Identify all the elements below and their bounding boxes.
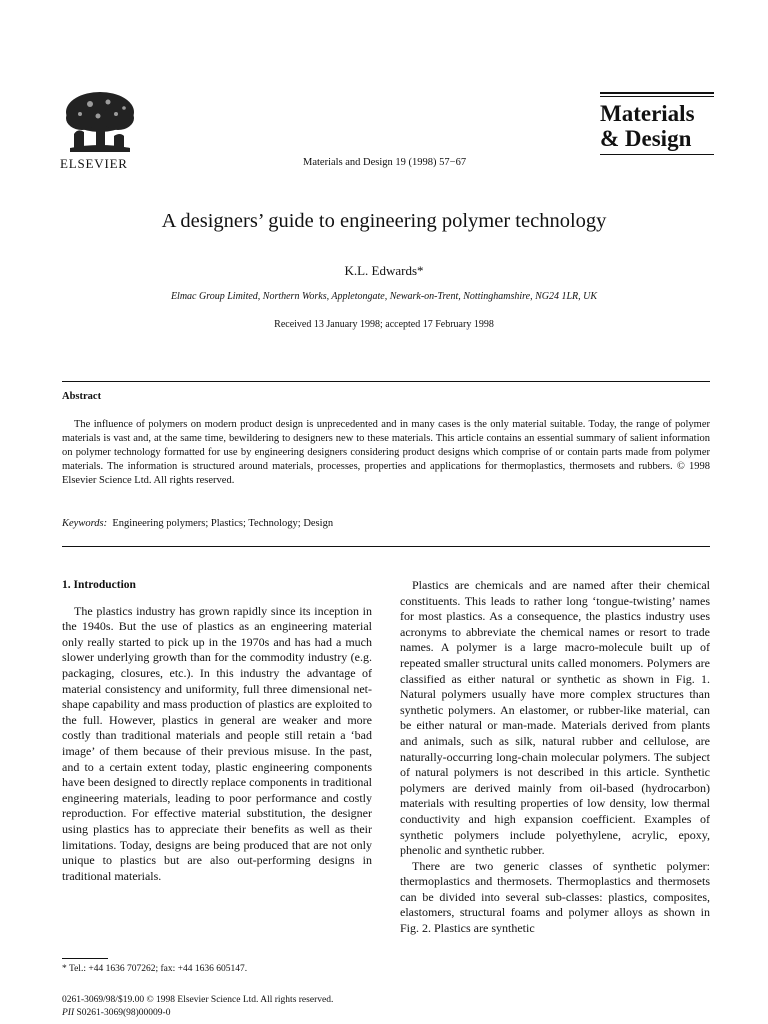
author-affiliation: Elmac Group Limited, Northern Works, Appletongate, Newark-on-Trent, Nottinghamshire, NG24 1LR, UK <box>170 291 598 302</box>
article-title: A designers’ guide to engineering polymer technology <box>161 210 607 232</box>
pii-line <box>62 1007 333 1020</box>
abstract-body: The influence of polymers on modern product design is unprecedented and in many cases is the only material suitable. Today, the range of polymer materials is vast and, at the same time, bewildering to designers new to these materials. This article contains an essential summary of salient information on polymer technology formatted for use by engineering designers considering product designs which comprise of or contain parts made from polymer materials. The information is structured around materials, processes, properties and applications for thermoplastics, thermosets and rubbers. © 1998 Elsevier Science Ltd. All rights reserved. <box>62 419 710 486</box>
publisher-name: ELSEVIER <box>60 156 128 171</box>
left-column <box>62 578 372 884</box>
received-dates: Received 13 January 1998; accepted 17 February 1998 <box>274 319 494 330</box>
journal-brand <box>600 92 714 155</box>
copyright-line: 0261-3069/98/$19.00 © 1998 Elsevier Science Ltd. All rights reserved. <box>62 995 334 1005</box>
keywords <box>62 518 333 529</box>
article-authors: K.L. Edwards* <box>344 263 424 278</box>
copyright-block <box>62 994 333 1020</box>
elsevier-tree-logo <box>60 90 140 154</box>
body-paragraph-2: There are two generic classes of synthetic polymer: thermoplastics and thermosets. Thermoplastics and thermosets can be divided into several sub-classes: plastics, composites, elastomers, structural foams and polymer alloys as shown in Fig. 2. Plastics are synthetic <box>400 858 710 936</box>
abstract-top-rule <box>62 381 710 382</box>
keywords-list: Engineering polymers; Plastics; Technology; Design <box>112 518 334 529</box>
journal-citation: Materials and Design 19 (1998) 57−67 <box>303 157 467 168</box>
intro-paragraph: The plastics industry has grown rapidly since its inception in the 1940s. But the use of plastics as an engineering material only really started to pick up in the 1970s and has had a much slower underlying growth than for the commodity industry (e.g. packaging, closures, etc.). In this industry the advantage of material consistency and uniformity, full three dimensional net-shape capability and mass production of plastics are exploited to the full. However, plastics in general are weaker and more costly than traditional materials and people still retain a ‘bad image’ of them because of their previous misuse. In the past, and to a certain extent today, plastic engineering components have been designed to directly replace components in traditional engineering materials, leading to poor performance and costly reproduction. For effective material substitution, the designer using plastics has to appreciate their benefits as well as their limitations. Today, designs are being produced that are not only unique to plastics but are also out-performing designs in traditional materials. <box>62 603 372 883</box>
author-footnote: * Tel.: +44 1636 707262; fax: +44 1636 605147. <box>62 964 248 974</box>
section-heading: 1. Introduction <box>62 579 136 591</box>
brand-top-rule <box>600 92 714 94</box>
abstract-heading: Abstract <box>62 391 102 402</box>
brand-bottom-rule <box>600 154 714 155</box>
pii-label: PII <box>62 1008 75 1018</box>
right-column <box>400 578 710 937</box>
brand-line-2: & Design <box>600 126 692 151</box>
body-paragraph-1: Plastics are chemicals and are named after their chemical constituents. This leads to rather long ‘tongue-twisting’ names for most plastics. As a consequence, the plastics industry uses acronyms to abbreviate the chemical names or resort to trade names. A polymer is a large macro-molecule built up of repeated smaller structural units called monomers. Polymers are classified as either natural or synthetic as shown in Fig. 1. Natural polymers usually have more complex structures than synthetic polymers. An elastomer, or rubber-like material, can be either natural or man-made. Materials derived from plants and animals, such as silk, natural rubber and cellulose, are naturally-occurring long-chain molecular polymers. The subject of natural polymers is not described in this article. Synthetic polymers are derived mainly from oil-based (hydrocarbon) materials with resulting properties of low density, low thermal conductivity and high expansion coefficient. Examples of synthetic polymers include polyethylene, acrylic, epoxy, phenolic and synthetic rubber. <box>400 578 710 858</box>
pii-value: S0261-3069(98)00009-0 <box>76 1008 171 1018</box>
brand-line-1: Materials <box>600 101 695 126</box>
brand-name <box>600 97 714 154</box>
keywords-label: Keywords: <box>62 518 108 529</box>
footnote-rule <box>62 958 108 959</box>
abstract-bottom-rule <box>62 546 710 547</box>
